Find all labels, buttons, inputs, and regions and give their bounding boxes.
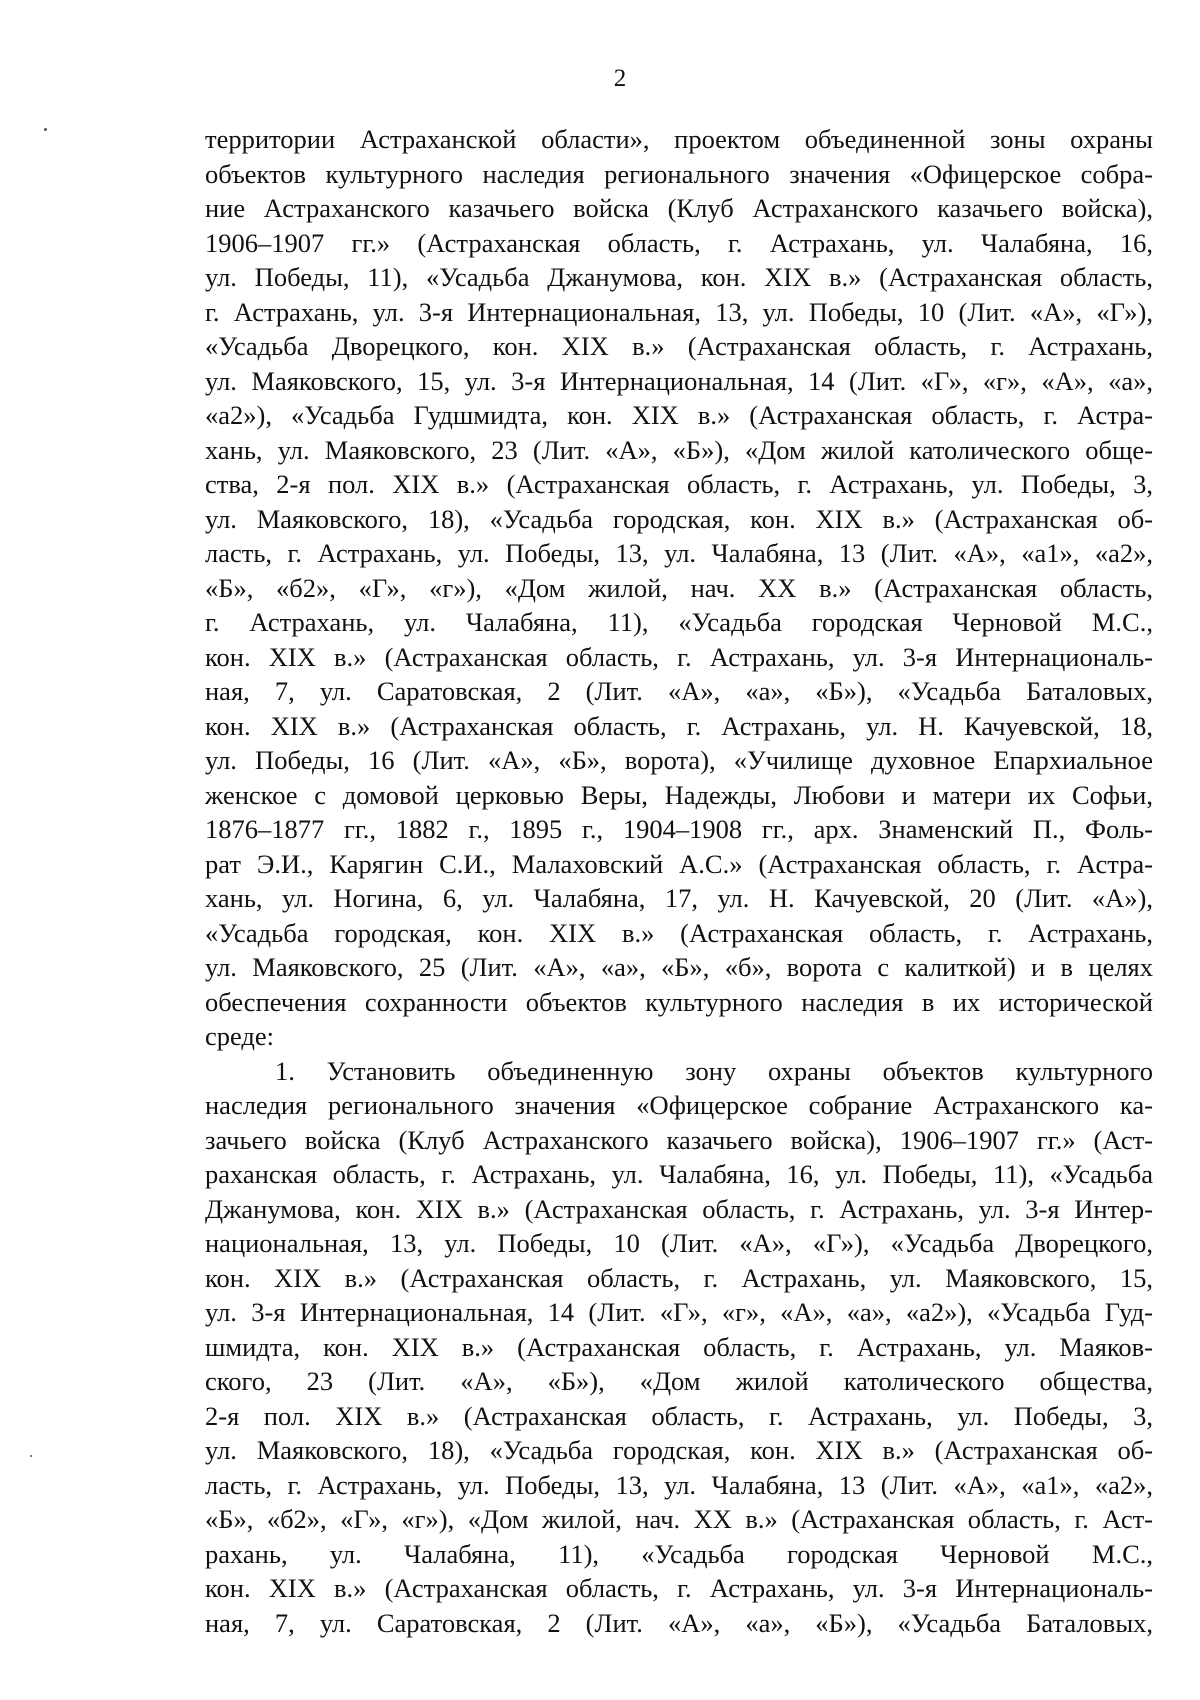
text-line: ул. 3-я Интернациональная, 14 (Лит. «Г», «г», «А», «а», «а2»), «Усадьба Гуд- — [205, 1297, 1153, 1327]
text-line: ласть, г. Астрахань, ул. Победы, 13, ул. Чалабяна, 13 (Лит. «А», «а1», «а2», — [205, 538, 1153, 568]
text-line: кон. XIX в.» (Астраханская область, г. Астрахань, ул. Н. Качуевской, 18, — [205, 710, 1153, 741]
text-line: наследия регионального значения «Офицерское собрание Астраханского ка- — [205, 1090, 1153, 1120]
text-line: г. Астрахань, ул. 3-я Интернациональная, 13, ул. Победы, 10 (Лит. «А», «Г»), — [205, 296, 1153, 327]
text-line: национальная, 13, ул. Победы, 10 (Лит. «А», «Г»), «Усадьба Дворецкого, — [205, 1228, 1153, 1258]
text-line: рахань, ул. Чалабяна, 11), «Усадьба городская Черновой М.С., — [205, 1538, 1153, 1569]
text-line: рат Э.И., Карягин С.И., Малаховский А.С.» (Астраханская область, г. Астра- — [205, 848, 1153, 879]
scan-speck — [44, 128, 47, 131]
text-line: ние Астраханского казачьего войска (Клуб Астраханского казачьего войска), — [205, 193, 1153, 223]
text-line: ная, 7, ул. Саратовская, 2 (Лит. «А», «а», «Б»), «Усадьба Баталовых, — [205, 1607, 1153, 1638]
text-line: 2-я пол. XIX в.» (Астраханская область, г. Астрахань, ул. Победы, 3, — [205, 1400, 1153, 1431]
text-line: шмидта, кон. XIX в.» (Астраханская область, г. Астрахань, ул. Маяков- — [205, 1331, 1153, 1362]
text-line: «Б», «б2», «Г», «г»), «Дом жилой, нач. XX в.» (Астраханская область, — [205, 572, 1153, 603]
text-line: ского, 23 (Лит. «А», «Б»), «Дом жилой католического общества, — [205, 1366, 1153, 1396]
text-line: ул. Победы, 16 (Лит. «А», «Б», ворота), «Училище духовное Епархиальное — [205, 745, 1153, 775]
text-line: ул. Победы, 11), «Усадьба Джанумова, кон. XIX в.» (Астраханская область, — [205, 262, 1153, 292]
text-line: «Усадьба городская, кон. XIX в.» (Астраханская область, г. Астрахань, — [205, 917, 1153, 948]
text-line: объектов культурного наследия регионального значения «Офицерское собра- — [205, 158, 1153, 189]
text-line: ства, 2-я пол. XIX в.» (Астраханская область, г. Астрахань, ул. Победы, 3, — [205, 469, 1153, 499]
text-line: кон. XIX в.» (Астраханская область, г. Астрахань, ул. 3-я Интернациональ- — [205, 1573, 1153, 1603]
text-line: ул. Маяковского, 18), «Усадьба городская, кон. XIX в.» (Астраханская об- — [205, 1435, 1153, 1465]
text-line: ная, 7, ул. Саратовская, 2 (Лит. «А», «а», «Б»), «Усадьба Баталовых, — [205, 676, 1153, 706]
text-line: обеспечения сохранности объектов культурного наследия в их исторической — [205, 986, 1153, 1017]
text-line: 1906–1907 гг.» (Астраханская область, г. Астрахань, ул. Чалабяна, 16, — [205, 227, 1153, 258]
body-text — [205, 122, 1153, 1640]
text-line: хань, ул. Маяковского, 23 (Лит. «А», «Б»), «Дом жилой католического обще- — [205, 434, 1153, 465]
text-line: г. Астрахань, ул. Чалабяна, 11), «Усадьба городская Черновой М.С., — [205, 607, 1153, 637]
text-line: кон. XIX в.» (Астраханская область, г. Астрахань, ул. Маяковского, 15, — [205, 1262, 1153, 1293]
text-line: женское с домовой церковью Веры, Надежды, Любови и матери их Софьи, — [205, 779, 1153, 810]
text-line: раханская область, г. Астрахань, ул. Чалабяна, 16, ул. Победы, 11), «Усадьба — [205, 1159, 1153, 1189]
text-line: ул. Маяковского, 15, ул. 3-я Интернациональная, 14 (Лит. «Г», «г», «А», «а», — [205, 365, 1153, 396]
text-line: среде: — [205, 1021, 275, 1051]
text-line: «а2»), «Усадьба Гудшмидта, кон. XIX в.» (Астраханская область, г. Астра- — [205, 400, 1153, 430]
text-line: 1. Установить объединенную зону охраны объектов культурного — [275, 1055, 1153, 1086]
page-number: 2 — [613, 65, 627, 92]
text-line: «Усадьба Дворецкого, кон. XIX в.» (Астраханская область, г. Астрахань, — [205, 331, 1153, 361]
text-line: ул. Маяковского, 18), «Усадьба городская, кон. XIX в.» (Астраханская об- — [205, 503, 1153, 534]
text-line: ул. Маяковского, 25 (Лит. «А», «а», «Б», «б», ворота с калиткой) и в целях — [205, 952, 1153, 982]
text-line: «Б», «б2», «Г», «г»), «Дом жилой, нач. XX в.» (Астраханская область, г. Аст- — [205, 1504, 1153, 1534]
text-line: территории Астраханской области», проектом объединенной зоны охраны — [205, 124, 1153, 154]
text-line: Джанумова, кон. XIX в.» (Астраханская область, г. Астрахань, ул. 3-я Интер- — [205, 1193, 1153, 1224]
text-line: кон. XIX в.» (Астраханская область, г. Астрахань, ул. 3-я Интернациональ- — [205, 641, 1153, 672]
text-line: зачьего войска (Клуб Астраханского казачьего войска), 1906–1907 гг.» (Аст- — [205, 1124, 1153, 1155]
text-line: 1876–1877 гг., 1882 г., 1895 г., 1904–1908 гг., арх. Знаменский П., Фоль- — [205, 814, 1153, 844]
text-line: ласть, г. Астрахань, ул. Победы, 13, ул. Чалабяна, 13 (Лит. «А», «а1», «а2», — [205, 1469, 1153, 1500]
text-line: хань, ул. Ногина, 6, ул. Чалабяна, 17, ул. Н. Качуевской, 20 (Лит. «А»), — [205, 883, 1153, 913]
scan-speck — [30, 1455, 32, 1457]
